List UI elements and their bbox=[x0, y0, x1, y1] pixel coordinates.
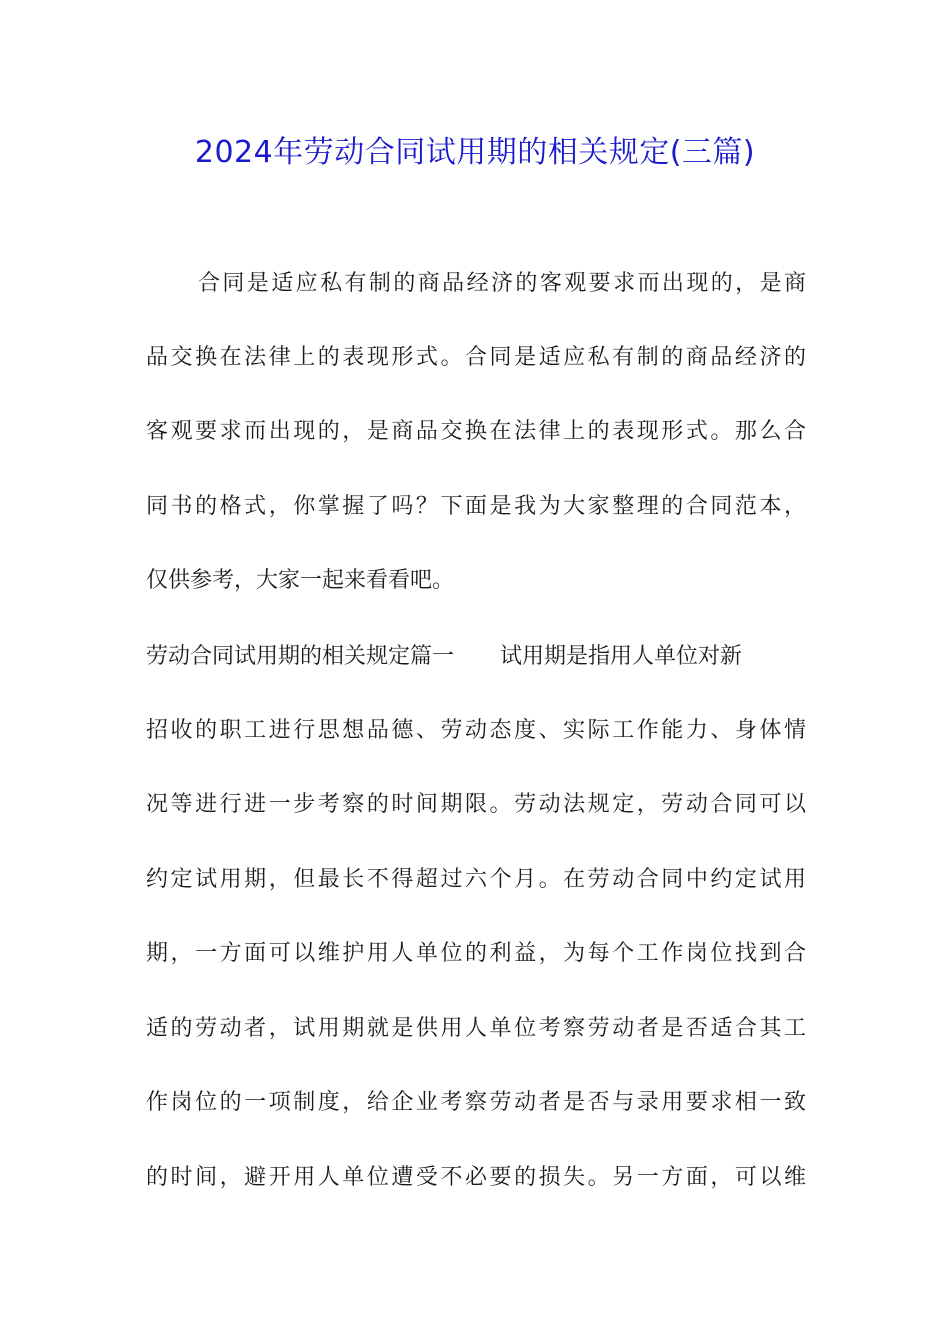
section-first-line: 试用期是指用人单位对新 bbox=[500, 644, 743, 669]
section-heading-row bbox=[146, 637, 806, 677]
body-line: 的时间，避开用人单位遭受不必要的损失。另一方面，可以维 bbox=[146, 1165, 806, 1190]
body-line: 况等进行进一步考察的时间期限。劳动法规定，劳动合同可以 bbox=[146, 792, 806, 817]
intro-line: 客观要求而出现的，是商品交换在法律上的表现形式。那么合 bbox=[146, 419, 806, 444]
intro-line: 品交换在法律上的表现形式。合同是适应私有制的商品经济的 bbox=[146, 345, 806, 370]
intro-line: 仅供参考，大家一起来看看吧。 bbox=[146, 568, 455, 593]
body-line: 作岗位的一项制度，给企业考察劳动者是否与录用要求相一致 bbox=[146, 1090, 806, 1115]
body-line: 适的劳动者，试用期就是供用人单位考察劳动者是否适合其工 bbox=[146, 1016, 806, 1041]
body-line: 约定试用期，但最长不得超过六个月。在劳动合同中约定试用 bbox=[146, 867, 806, 892]
intro-line: 合同是适应私有制的商品经济的客观要求而出现的，是商 bbox=[198, 271, 806, 296]
section-heading: 劳动合同试用期的相关规定篇一 bbox=[146, 644, 455, 669]
body-line: 招收的职工进行思想品德、劳动态度、实际工作能力、身体情 bbox=[146, 718, 806, 743]
body-line: 期，一方面可以维护用人单位的利益，为每个工作岗位找到合 bbox=[146, 941, 806, 966]
intro-line: 同书的格式，你掌握了吗？下面是我为大家整理的合同范本， bbox=[146, 494, 806, 519]
document-title: 2024年劳动合同试用期的相关规定(三篇) bbox=[194, 135, 756, 170]
